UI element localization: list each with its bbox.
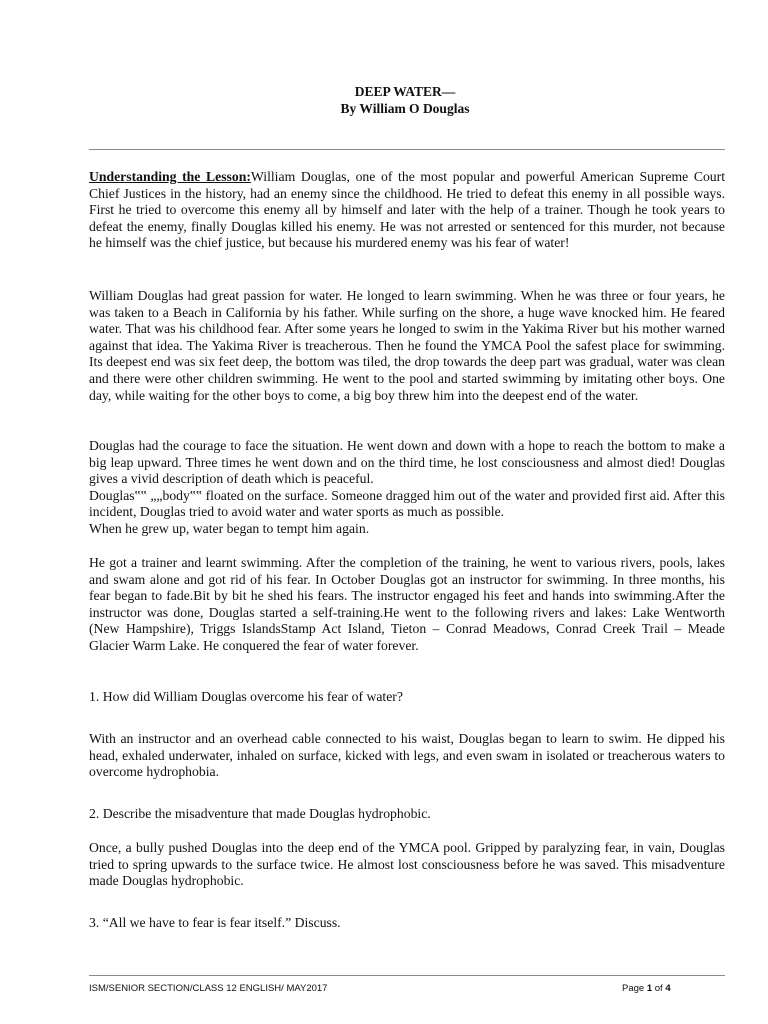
paragraph-passion <box>89 288 725 404</box>
question-2-text: 2. Describe the misadventure that made Douglas hydrophobic. <box>89 806 431 821</box>
answer-1 <box>89 731 725 781</box>
intro-paragraph <box>89 169 725 252</box>
intro-text: William Douglas, one of the most popular and powerful American Supreme Court Chief Justices in the history, had an enemy since the childhood. He tried to defeat this enemy in all possible ways. First he tried to overcome this enemy all by himself and later with the help of a trainer. Though he took years to defeat the enemy, finally Douglas killed his enemy. He was not arrested or sentenced for this murder, not because he himself was the chief justice, but because his murdered enemy was his fear of water! <box>89 169 725 251</box>
question-1-text: 1. How did William Douglas overcome his fear of water? <box>89 689 403 704</box>
document-author: By William O Douglas <box>340 101 470 116</box>
document-title: DEEP WATER— <box>354 84 456 99</box>
footer-course-info: ISM/SENIOR SECTION/CLASS 12 ENGLISH/ MAY2017 <box>89 983 328 994</box>
question-2 <box>89 806 725 823</box>
answer-2 <box>89 840 725 890</box>
paragraph-trainer <box>89 555 725 655</box>
footer-divider <box>89 975 725 976</box>
paragraph-passion-text: William Douglas had great passion for water. He longed to learn swimming. When he was three or four years, he was taken to a Beach in California by his father. While surfing on the shore, a huge wave knocked him. He feared water. That was his childhood fear. After some years he longed to swim in the Yakima River but his mother warned against that idea. The Yakima River is treacherous. Then he found the YMCA Pool the safest place for swimming. Its deepest end was six feet deep, the bottom was tiled, the drop towards the deep part was gradual, water was clean and there were other children swimming. He went to the pool and started swimming by imitating other boys. One day, while waiting for the other boys to come, a big boy threw him into the deepest end of the water. <box>89 288 725 403</box>
paragraph-courage-text: Douglas had the courage to face the situation. He went down and down with a hope to reach the bottom to make a big leap upward. Three times he went down and on the third time, he lost consciousness and almost died! Douglas gives a vivid description of death which is peaceful. <box>89 438 725 487</box>
current-page: 1 <box>646 983 653 994</box>
paragraph-courage <box>89 438 725 538</box>
question-3 <box>89 915 725 932</box>
answer-2-text: Once, a bully pushed Douglas into the deep end of the YMCA pool. Gripped by paralyzing fear, in vain, Douglas tried to spring upwards to the surface twice. He almost lost consciousness before he was saved. This misadventure made Douglas hydrophobic. <box>89 840 725 889</box>
paragraph-tempt: When he grew up, water began to tempt him again. <box>89 520 370 536</box>
page-label: Page <box>622 983 645 994</box>
of-label: of <box>654 983 663 994</box>
question-3-text: 3. “All we have to fear is fear itself.” Discuss. <box>89 915 341 930</box>
paragraph-trainer-text: He got a trainer and learnt swimming. After the completion of the training, he went to various rivers, pools, lakes and swam alone and got rid of his fear. In October Douglas got an instructor for swimming. In three months, his fear began to fade.Bit by bit he shed his fears. The instructor engaged his feet and hands into swimming.After the instructor was done, Douglas started a self-training.He went to the following rivers and lakes: Lake Wentworth (New Hampshire), Triggs IslandsStamp Act Island, Tieton – Conrad Meadows, Conrad Creek Trail – Meade Glacier Warm Lake. He conquered the fear of water forever. <box>89 555 725 653</box>
intro-lead: Understanding the Lesson: <box>89 169 251 184</box>
answer-1-text: With an instructor and an overhead cable connected to his waist, Douglas began to learn to swim. He dipped his head, exhaled underwater, inhaled on surface, kicked with legs, and even swam in isolated or treacherous waters to overcome hydrophobia. <box>89 731 725 780</box>
question-1 <box>89 689 725 706</box>
header-divider <box>89 149 725 150</box>
footer-page-number <box>622 983 671 995</box>
paragraph-body-floated: Douglas‟‟ „„body‟‟ floated on the surface. Someone dragged him out of the water and provided first aid. After this incident, Douglas tried to avoid water and water sports as much as possible. <box>89 487 725 520</box>
total-pages: 4 <box>665 983 671 994</box>
